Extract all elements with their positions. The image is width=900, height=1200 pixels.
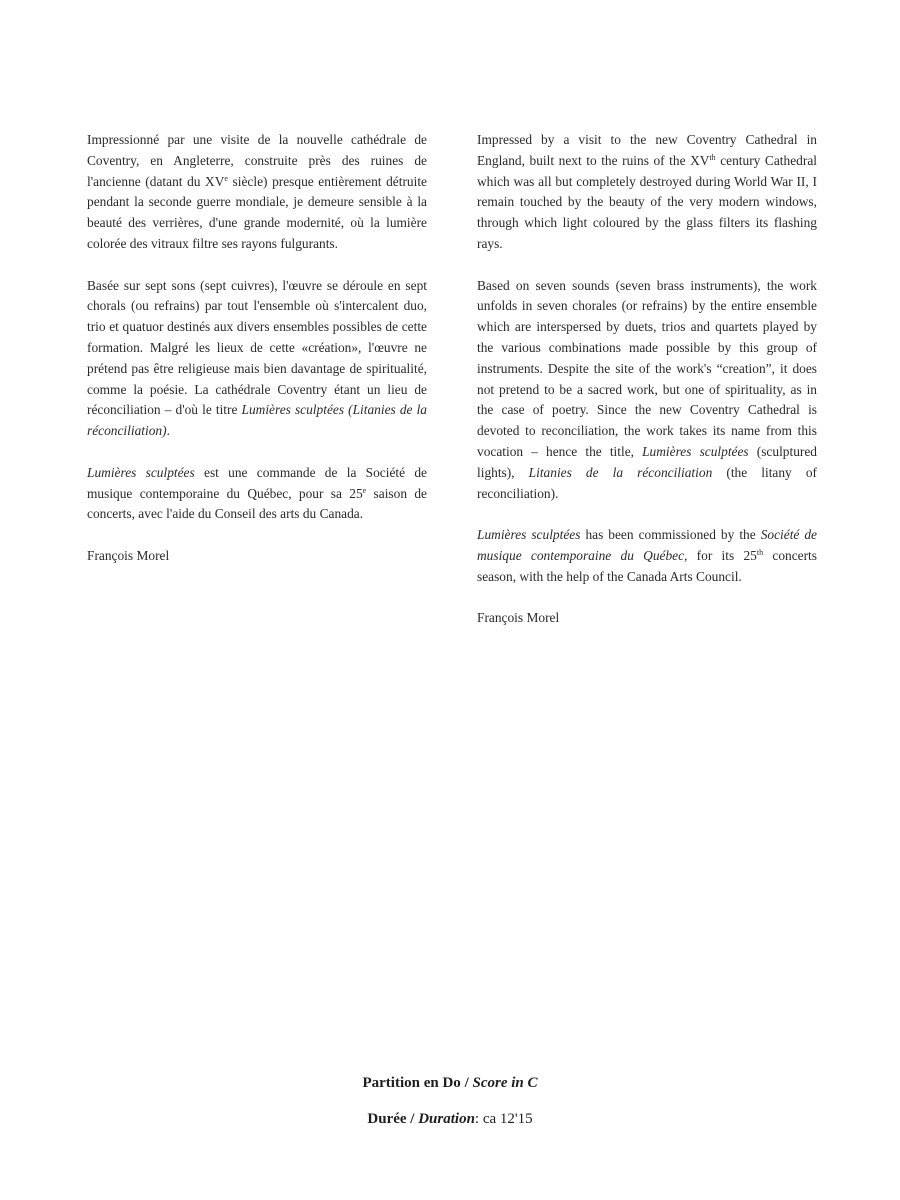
work-title: Lumières sculptées bbox=[642, 443, 749, 459]
score-info: Partition en Do / Score in C bbox=[362, 1075, 538, 1091]
work-title: Lumières sculptées (Litanies de la réconciliation) bbox=[87, 402, 427, 439]
english-paragraph-3: Lumières sculptées has been commissioned by the Société de musique contemporaine du Québec, for its 25th concerts season, with the help of the Canada Arts Council. bbox=[477, 527, 818, 584]
english-paragraph-1: Impressed by a visit to the new Coventry Cathedral in England, built next to the ruins of the XVth century Cathedral which was all but completely destroyed during World War II, I remain touched by the beauty of the very modern windows, through which light coloured by the glass filters its flashing rays. bbox=[477, 132, 817, 251]
english-paragraph-2: Based on seven sounds (seven brass instruments), the work unfolds in seven chorales (or refrains) by the entire ensemble which are interspersed by duets, trios and quartets played by the various combinations made possible by this group of instruments. Despite the site of the work's “creation”, it does not pretend to be a sacred work, but one of spirituality, as in the case of poetry. Since the new Coventry Cathedral is devoted to reconciliation, the work takes its name from this vocation – hence the title, Lumières sculptées (sculptured lights), Litanies de la réconciliation (the litany of reconciliation). bbox=[477, 277, 818, 501]
english-signature: François Morel bbox=[477, 610, 560, 626]
work-title: Lumières sculptées bbox=[87, 464, 195, 480]
french-paragraph-3: Lumières sculptées est une commande de la Société de musique contemporaine du Québec, pour sa 25e saison de concerts, avec l'aide du Conseil des arts du Canada. bbox=[87, 464, 427, 522]
french-paragraph-1: Impressionné par une visite de la nouvelle cathédrale de Coventry, en Angleterre, construite près des ruines de l'ancienne (datant du XVe siècle) presque entièrement détruite pendant la seconde guerre mondiale, je demeure sensible à la beauté des verrières, d'une grande modernité, où la lumière colorée des vitraux filtre ses rayons fulgurants. bbox=[87, 132, 427, 251]
work-title: Lumières sculptées bbox=[477, 527, 581, 543]
commissioning-organization: Société de musique contemporaine du Québec, bbox=[477, 527, 818, 563]
english-notes-column bbox=[477, 130, 817, 650]
french-paragraph-2: Basée sur sept sons (sept cuivres), l'œuvre se déroule en sept chorals (ou refrains) par tout l'ensemble où s'intercalent duo, trio et quatuor destinés aux divers ensembles possibles de cette formation. Malgré les lieux de cette «création», l'œuvre ne prétend pas être religieuse mais bien davantage de spiritualité, comme la poésie. La cathédrale Coventry étant un lieu de réconciliation – d'où le titre Lumières sculptées (Litanies de la réconciliation). bbox=[87, 277, 427, 439]
french-signature: François Morel bbox=[87, 547, 170, 563]
french-notes-column bbox=[87, 130, 427, 588]
duration-info: Durée / Duration: ca 12'15 bbox=[367, 1111, 533, 1127]
work-subtitle: Litanies de la réconciliation bbox=[528, 464, 713, 480]
